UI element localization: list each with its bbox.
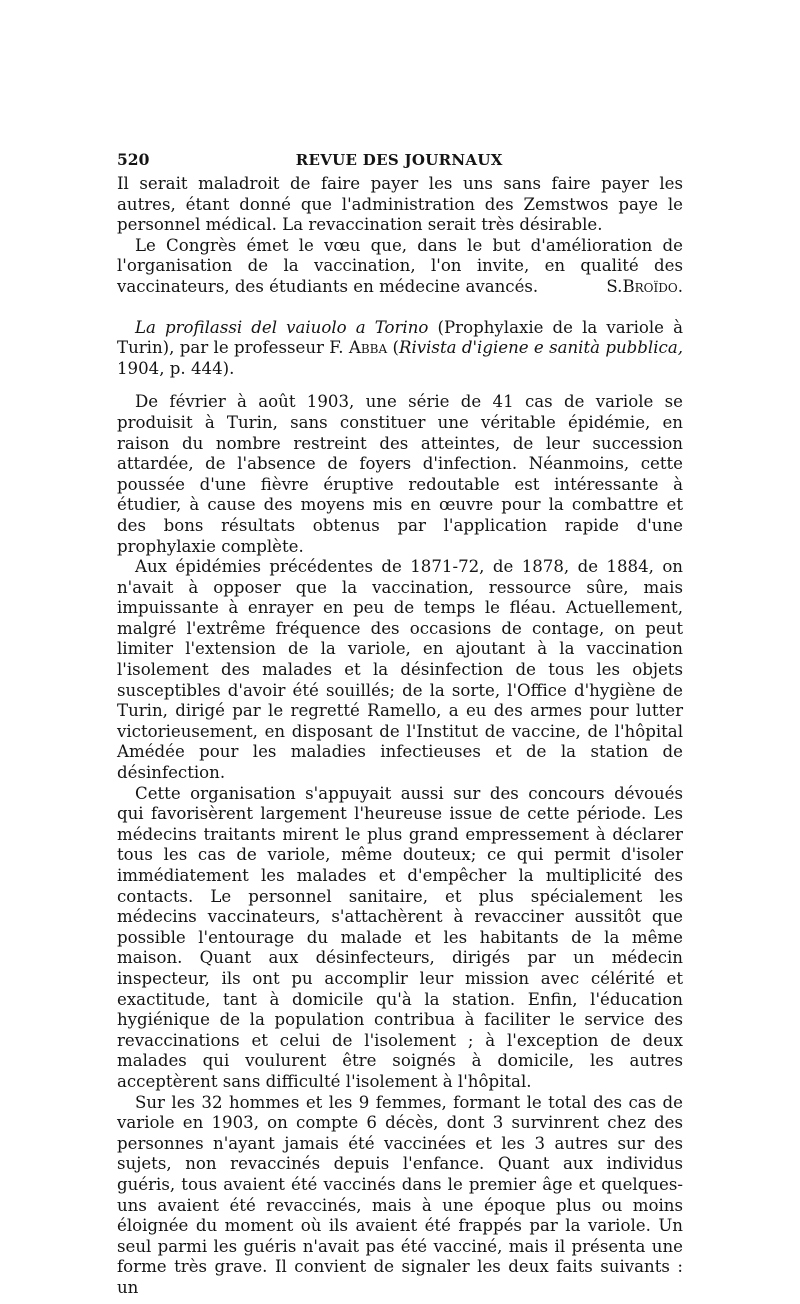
page-number: 520: [117, 150, 150, 169]
document-page: [117, 150, 683, 1298]
intro-paragraph-2: Le Congrès émet le vœu que, dans le but d'amélioration de l'organisation de la vaccination, l'on invite, en qualité des vaccinateurs, des étudiants en médecine avancés.: [117, 235, 683, 296]
article-reference: La profilassi del vaiuolo a Torino (Prophylaxie de la variole à Turin), par le professeur F. Abba (Rivista d'igiene e sanità pubblica, 1904, p. 444).: [117, 317, 683, 378]
citation: 1904, p. 444).: [117, 358, 235, 378]
article-title: La profilassi del vaiuolo a Torino: [135, 317, 429, 337]
article-author: Abba: [348, 338, 388, 358]
journal-name: Rivista d'igiene e sanità pubblica,: [398, 338, 683, 358]
spacer: [117, 379, 683, 392]
spacer: [117, 298, 683, 318]
body-paragraph-1: De février à août 1903, une série de 41 cas de variole se produisit à Turin, sans constituer une véritable épidémie, en raison du nombre restreint des atteintes, de leur succession attardée, de l'absence de foyers d'infection. Néanmoins, cette poussée d'une fièvre éruptive redoutable est intéressante à étudier, à cause des moyens mis en œuvre pour la combattre et des bons résultats obtenus par l'application rapide d'une prophylaxie complète.: [117, 392, 683, 556]
running-title: REVUE DES JOURNAUX: [295, 151, 503, 169]
signature-initial: S.: [606, 276, 623, 296]
article-translation: (Prophylaxie de la variole à Turin), par le professeur F.: [117, 317, 683, 358]
body-paragraph-4: Sur les 32 hommes et les 9 femmes, formant le total des cas de variole en 1903, on compte 6 décès, dont 3 survinrent chez des personnes n'ayant jamais été vaccinées et les 3 autres sur des sujets, non revaccinés depuis l'enfance. Quant aux individus guéris, tous avaient été vaccinés dans le premier âge et quelques-uns avaient été revaccinés, mais à une époque plus ou moins éloignée du moment où ils avaient été frappés par la variole. Un seul parmi les guéris n'avait pas été vacciné, mais il présenta une forme très grave. Il convient de signaler les deux faits suivants : un: [117, 1092, 683, 1297]
running-header: [117, 150, 683, 172]
signature-name: Broïdo.: [622, 276, 683, 296]
intro-paragraph-1: Il serait maladroit de faire payer les uns sans faire payer les autres, étant donné que l'administration des Zemstwos paye le personnel médical. La revaccination serait très désirable.: [117, 174, 683, 235]
body-paragraph-2: Aux épidémies précédentes de 1871-72, de 1878, de 1884, on n'avait à opposer que la vaccination, ressource sûre, mais impuissante à enrayer en peu de temps le fléau. Actuellement, malgré l'extrême fréquence des occasions de contage, on peut limiter l'extension de la variole, en ajoutant à la vaccination l'isolement des malades et la désinfection de tous les objets susceptibles d'avoir été souillés; de la sorte, l'Office d'hygiène de Turin, dirigé par le regretté Ramello, a eu des armes pour lutter victorieusement, en disposant de l'Institut de vaccine, de l'hôpital Amédée pour les maladies infectieuses et de la station de désinfection.: [117, 557, 683, 783]
body-paragraph-3: Cette organisation s'appuyait aussi sur des concours dévoués qui favorisèrent largement l'heureuse issue de cette période. Les médecins traitants mirent le plus grand empressement à déclarer tous les cas de variole, même douteux; ce qui permit d'isoler immédiatement les malades et d'empêcher la multiplicité des contacts. Le personnel sanitaire, et plus spécialement les médecins vaccinateurs, s'attachèrent à revacciner aussitôt que possible l'entourage du malade et les habitants de la même maison. Quant aux désinfecteurs, dirigés par un médecin inspecteur, ils ont pu accomplir leur mission avec célérité et exactitude, tant à domicile qu'à la station. Enfin, l'éducation hygiénique de la population contribua à faciliter le service des revaccinations et celui de l'isolement ; à l'exception de deux malades qui voulurent être soignés à domicile, les autres acceptèrent sans difficulté l'isolement à l'hôpital.: [117, 783, 683, 1091]
